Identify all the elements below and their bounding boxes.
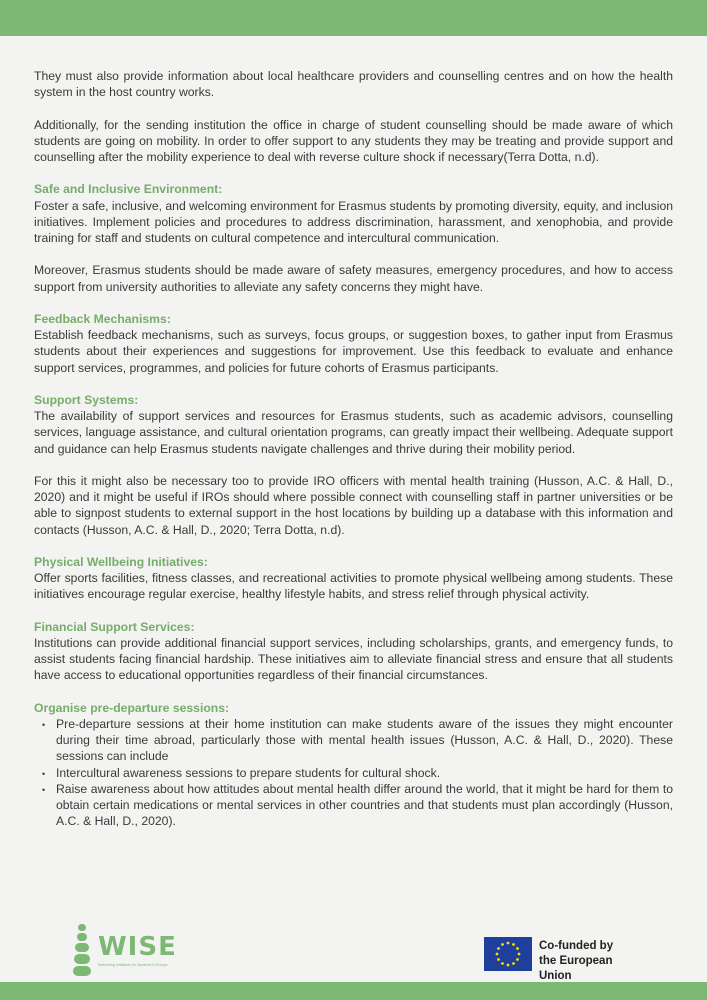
wise-logo (70, 920, 190, 980)
section-heading-support: Support Systems: (34, 392, 139, 407)
paragraph: Offer sports facilities, fitness classes, and recreational activities to promote physical wellbeing among students. These initiatives encourage regular exercise, healthy lifestyle habits, and stress relief through physical activity. (34, 571, 673, 602)
paragraph: Institutions can provide additional financial support services, including scholarships, grants, and emergency funds, to assist students facing financial hardship. These initiatives aim to alleviate financial stress and ensure that all students have access to educational opportunities regardless of their financial circumstances. (34, 635, 673, 683)
section-heading-physical: Physical Wellbeing Initiatives: (34, 554, 208, 569)
paragraph: They must also provide information about local healthcare providers and counselling centres and on how the health system in the host country works. (34, 69, 673, 100)
paragraph: Additionally, for the sending institution the office in charge of student counselling should be made aware of which students are going on mobility. In order to offer support to any students they may be treating and provide support and counselling after the mobility experience to deal with reverse culture shock if necessary(Terra Dotta, n.d). (34, 117, 673, 164)
list-item: • Intercultural awareness sessions to prepare students for cultural shock. (56, 765, 673, 781)
eu-flag-icon (484, 937, 532, 971)
section-heading-feedback: Feedback Mechanisms: (34, 311, 171, 326)
eu-cofunded-text (539, 939, 644, 984)
eu-cofunded-logo (484, 937, 644, 982)
footer-band (0, 982, 707, 1000)
wise-wordmark: WISE (98, 932, 177, 962)
wise-tagline: Well-being Initiatives for Students in Europe (98, 963, 168, 967)
wise-figure-icon (72, 924, 92, 976)
eu-line-2: the European Union (539, 955, 613, 982)
paragraph: Establish feedback mechanisms, such as surveys, focus groups, or suggestion boxes, to gather input from Erasmus students about their experiences and suggestions for improvement. Use this feedback to evaluate and enhance support services, programmes, and policies for future cohorts of Erasmus participants. (34, 328, 673, 375)
predeparture-list (34, 716, 673, 829)
paragraph: Moreover, Erasmus students should be made aware of safety measures, emergency procedures, and how to access support from university authorities to alleviate any safety concerns they might have. (34, 263, 673, 294)
section-heading-predeparture: Organise pre-departure sessions: (34, 700, 230, 715)
list-item: • Pre-departure sessions at their home institution can make students aware of the issues they might encounter during their time abroad, particularly those with mental health issues (Husson, A.C. & Hall, D., 2020). These sessions can include (56, 716, 673, 765)
page-content (34, 68, 673, 829)
section-heading-safe: Safe and Inclusive Environment: (34, 182, 223, 197)
eu-line-1: Co-funded by (539, 940, 614, 952)
paragraph: Foster a safe, inclusive, and welcoming environment for Erasmus students by promoting diversity, equity, and inclusion initiatives. Implement policies and procedures to address discrimination, harassment, and xenophobia, and provide training for staff and students on cultural competence and intercultural communication. (34, 198, 674, 245)
section-heading-financial: Financial Support Services: (34, 619, 195, 634)
paragraph: The availability of support services and resources for Erasmus students, such as academic advisors, counselling services, language assistance, and cultural orientation programs, can greatly impact their wellbeing. Adequate support and guidance can help Erasmus students navigate challenges and thrive during their mobility period. (34, 409, 673, 456)
header-band (0, 0, 707, 36)
paragraph: For this it might also be necessary too to provide IRO officers with mental health training (Husson, A.C. & Hall, D., 2020) and it might be useful if IROs should where possible connect with counselling staff in partner universities or be able to signpost students to external support in the host locations by building up a database with this information and contacts (Husson, A.C. & Hall, D., 2020; Terra Dotta, n.d). (34, 473, 673, 537)
list-item: • Raise awareness about how attitudes about mental health differ around the world, that it might be hard for them to obtain certain medications or mental services in other countries and that students must plan accordingly (Husson, A.C. & Hall, D., 2020). (56, 781, 673, 830)
